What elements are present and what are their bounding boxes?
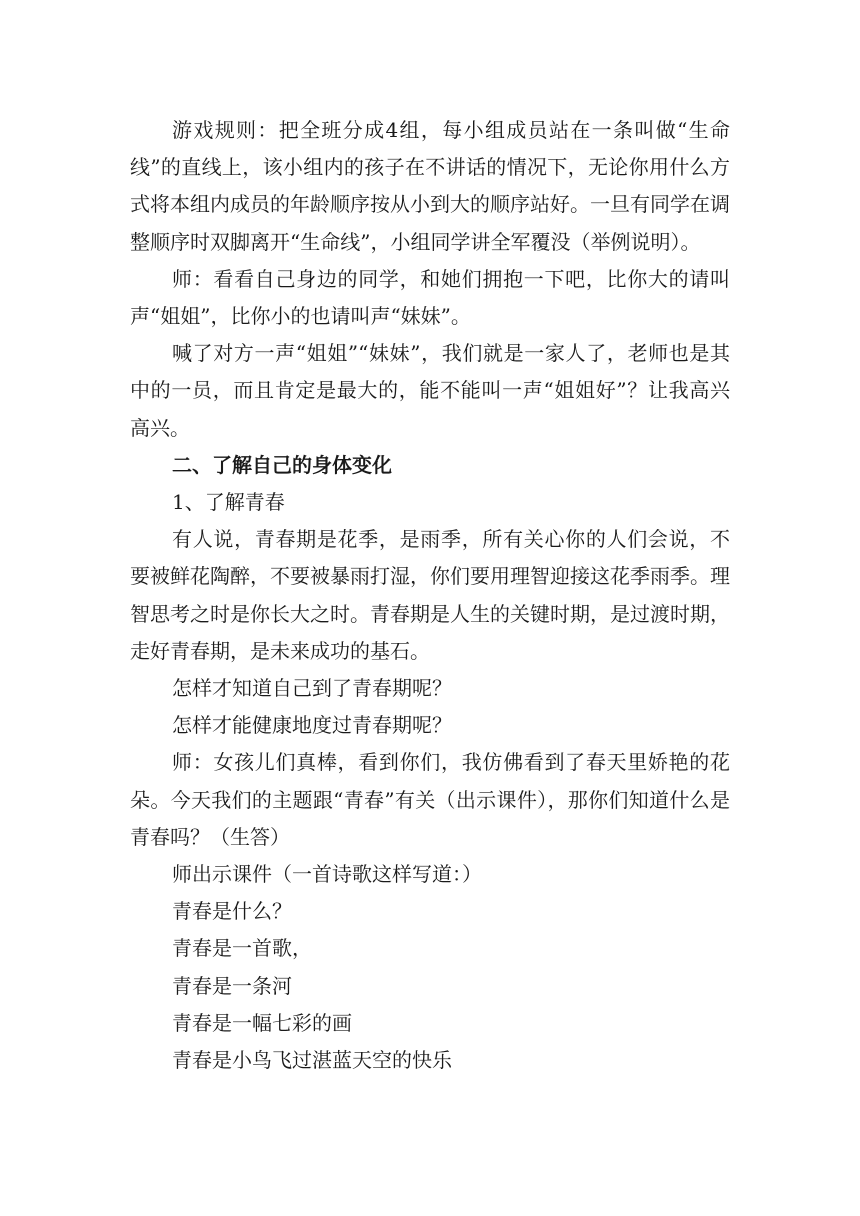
document-body (130, 112, 730, 1079)
poem-line: 青春是一首歌， (172, 936, 312, 961)
subsection-heading: 1、了解青春 (172, 490, 285, 515)
poem-line: 青春是一条河 (172, 973, 292, 998)
paragraph-youth-season: 有人说，青春期是花季，是雨季，所有关心你的人们会说，不要被鲜花陶醉，不要被暴雨打湿，你们要用理智迎接这花季雨季。理智思考之时是你长大之时。青春期是人生的关键时期，是过渡时期，走好青春期，是未来成功的基石。 (130, 527, 730, 663)
paragraph-teacher-theme: 师：女孩儿们真棒，看到你们，我仿佛看到了春天里娇艳的花朵。今天我们的主题跟“青春”有关（出示课件），那你们知道什么是青春吗？（生答） (130, 750, 730, 849)
paragraph-question-2: 怎样才能健康地度过青春期呢？ (172, 713, 452, 738)
paragraph-family: 喊了对方一声“姐姐”“妹妹”，我们就是一家人了，老师也是其中的一员，而且肯定是最大的，能不能叫一声“姐姐好”？让我高兴高兴。 (130, 341, 730, 440)
poem-line: 青春是什么？ (172, 899, 292, 924)
section-heading: 二、了解自己的身体变化 (172, 452, 392, 477)
paragraph-game-rules: 游戏规则：把全班分成4组，每小组成员站在一条叫做“生命线”的直线上，该小组内的孩子在不讲话的情况下，无论你用什么方式将本组内成员的年龄顺序按从小到大的顺序站好。一旦有同学在调整顺序时双脚离开“生命线”，小组同学讲全军覆没（举例说明）。 (130, 118, 730, 254)
paragraph-teacher-hug: 师：看看自己身边的同学，和她们拥抱一下吧，比你大的请叫声“姐姐”，比你小的也请叫声“妹妹”。 (130, 266, 730, 329)
poem-line: 青春是一幅七彩的画 (172, 1010, 352, 1035)
paragraph-question-1: 怎样才知道自己到了青春期呢？ (172, 676, 452, 701)
poem-line: 青春是小鸟飞过湛蓝天空的快乐 (172, 1048, 452, 1073)
paragraph-courseware: 师出示课件（一首诗歌这样写道：） (172, 862, 482, 887)
